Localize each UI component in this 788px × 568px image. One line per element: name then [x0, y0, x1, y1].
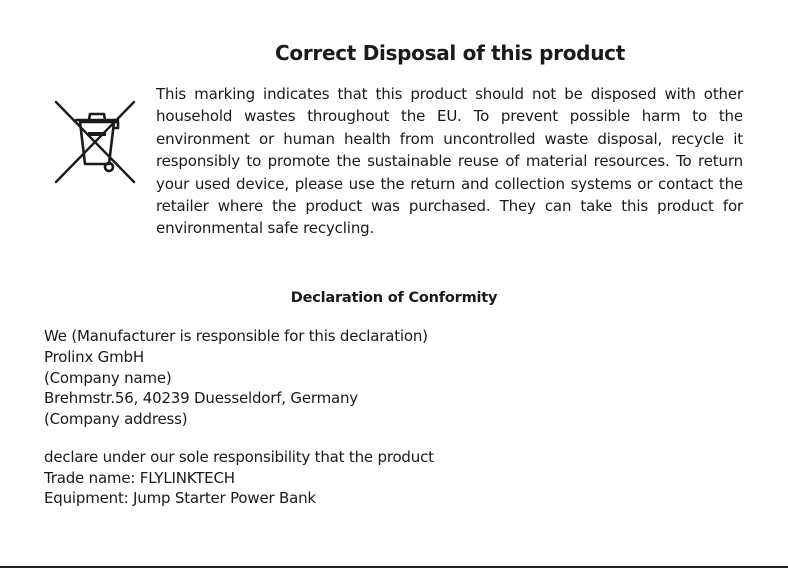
disposal-title: Correct Disposal of this product	[275, 41, 625, 65]
company-address-value: Brehmstr.56, 40239 Duesseldorf, Germany	[44, 389, 358, 407]
declaration-title: Declaration of Conformity	[290, 290, 498, 306]
crossed-out-wheelie-bin-icon	[54, 100, 136, 184]
disposal-instructions: This marking indicates that this product should not be disposed with other household wastes throughout the EU. To prevent possible harm to the environment or human health from uncontrolled waste disposal, recycle it responsibly to promote the sustainable reuse of material resources. To return your used device, please use the return and collection systems or contact the retailer where the product was purchased. They can take this product for environmental safe recycling.	[156, 85, 743, 238]
company-address-caption: (Company address)	[44, 410, 188, 428]
company-name-value: Prolinx GmbH	[44, 348, 144, 366]
company-name-caption: (Company name)	[44, 369, 172, 387]
manufacturer-statement: We (Manufacturer is responsible for this declaration)	[44, 327, 428, 345]
responsibility-statement: declare under our sole responsibility that the product	[44, 448, 434, 466]
trade-name: Trade name: FLYLINKTECH	[44, 469, 235, 487]
equipment-name: Equipment: Jump Starter Power Bank	[44, 489, 316, 507]
